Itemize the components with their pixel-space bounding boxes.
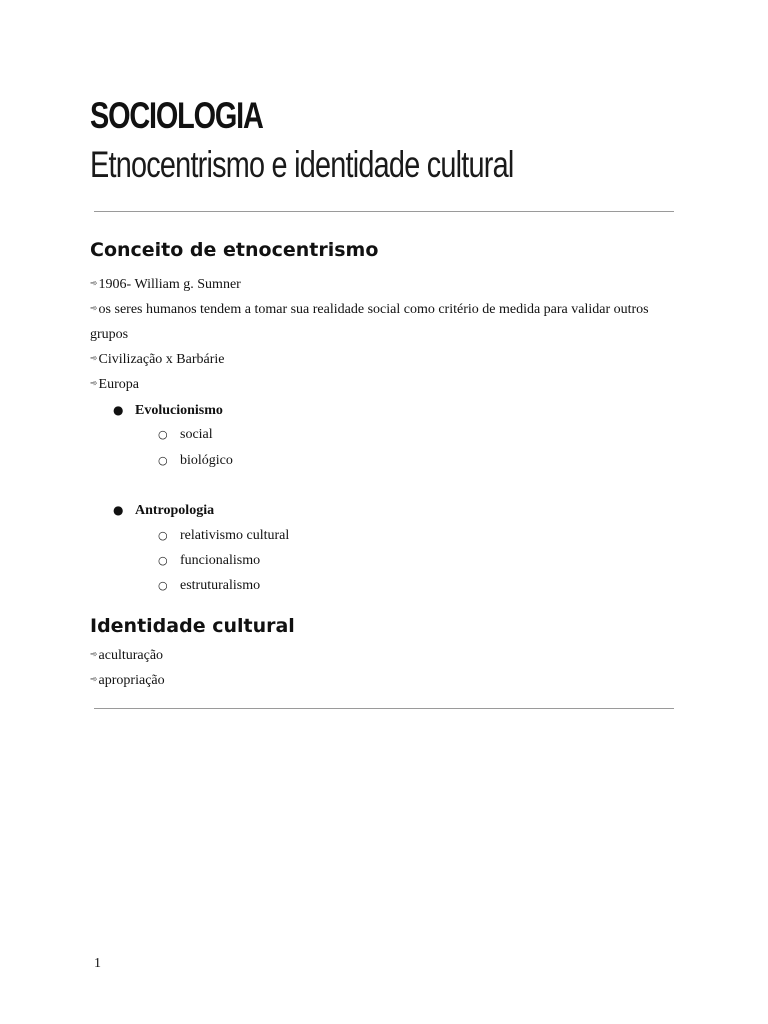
section-heading-conceito: Conceito de etnocentrismo: [90, 239, 379, 261]
sub-bullet-item: [158, 527, 289, 545]
sub-bullet-item: [158, 577, 260, 595]
horizontal-rule-top: [94, 211, 674, 212]
arrow-bullet-icon: ➾: [90, 279, 98, 289]
filled-bullet-icon: ●: [113, 503, 124, 517]
arrow-bullet-icon: ➾: [90, 379, 98, 389]
hollow-bullet-icon: ○: [158, 454, 168, 467]
bullet-label: Evolucionismo: [135, 403, 223, 418]
page-number: 1: [94, 956, 101, 971]
hollow-bullet-icon: ○: [158, 529, 168, 542]
hollow-bullet-icon: ○: [158, 554, 168, 567]
sub-bullet-label: funcionalismo: [180, 553, 261, 568]
sub-bullet-item: [158, 426, 213, 444]
list-item: [90, 350, 225, 369]
sub-bullet-label: estruturalismo: [180, 578, 261, 593]
sub-bullet-item: [158, 452, 233, 470]
list-item-text: Europa: [98, 377, 139, 392]
arrow-bullet-icon: ➾: [90, 650, 98, 660]
list-item-text: apropriação: [98, 673, 165, 688]
list-item-continuation: grupos: [90, 327, 129, 342]
list-item: [90, 646, 163, 665]
list-item-text: Civilização x Barbárie: [98, 352, 225, 367]
sub-bullet-label: relativismo cultural: [180, 528, 290, 543]
list-item-text: aculturação: [98, 648, 164, 663]
hollow-bullet-icon: ○: [158, 428, 168, 441]
bullet-item-antropologia: [113, 501, 214, 520]
bullet-label: Antropologia: [135, 503, 215, 518]
document-subtitle: Etnocentrismo e identidade cultural: [90, 144, 514, 185]
arrow-bullet-icon: ➾: [90, 675, 98, 685]
sub-bullet-label: biológico: [180, 453, 233, 468]
section-heading-identidade: Identidade cultural: [90, 615, 295, 637]
bullet-item-evolucionismo: [113, 401, 223, 420]
list-item: [90, 671, 165, 690]
list-item-text: os seres humanos tendem a tomar sua realidade social como critério de medida para validar outros: [98, 302, 649, 317]
arrow-bullet-icon: ➾: [90, 354, 98, 364]
list-item: [90, 275, 241, 294]
list-item-text: 1906- William g. Sumner: [98, 277, 241, 292]
filled-bullet-icon: ●: [113, 403, 124, 417]
hollow-bullet-icon: ○: [158, 579, 168, 592]
sub-bullet-label: social: [180, 427, 213, 442]
list-item: [90, 375, 139, 394]
document-title: SOCIOLOGIA: [90, 95, 263, 136]
arrow-bullet-icon: ➾: [90, 304, 98, 314]
horizontal-rule-bottom: [94, 708, 674, 709]
sub-bullet-item: [158, 552, 260, 570]
list-item: [90, 300, 649, 319]
